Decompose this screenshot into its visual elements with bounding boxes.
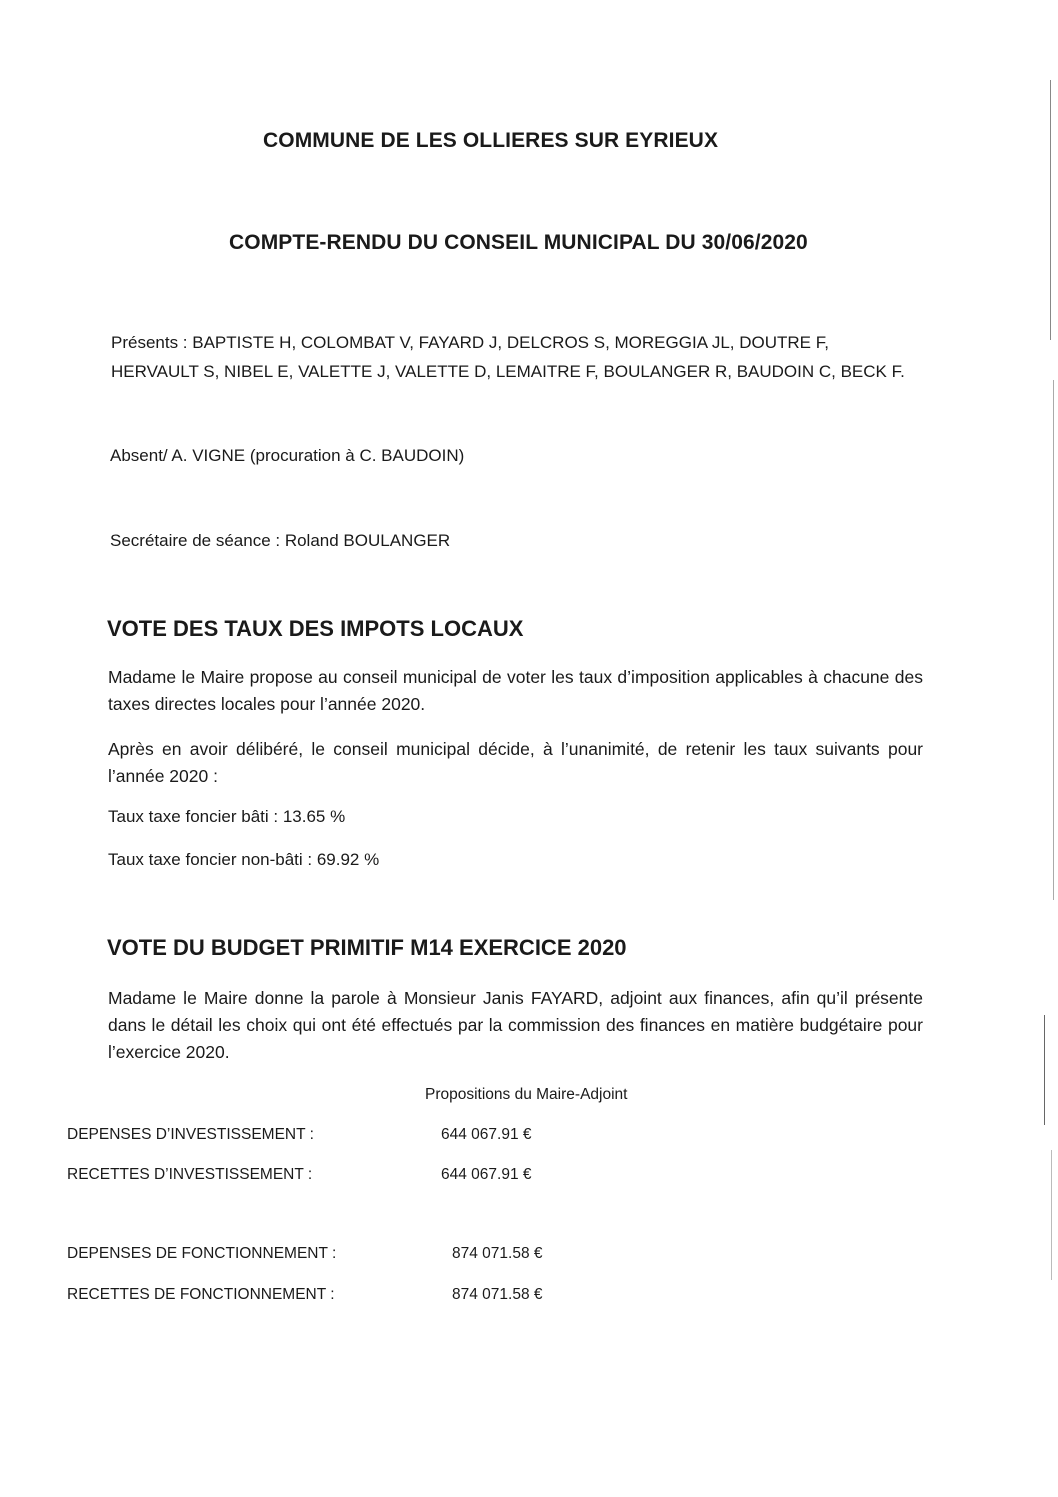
budget-row-value: 874 071.58 € [452, 1245, 543, 1262]
page-title: COMPTE-RENDU DU CONSEIL MUNICIPAL DU 30/06/2020 [229, 231, 808, 254]
scan-edge-mark [1044, 1015, 1045, 1125]
section-heading-budget: VOTE DU BUDGET PRIMITIF M14 EXERCICE 2020 [107, 935, 627, 960]
presents-line-2: HERVAULT S, NIBEL E, VALETTE J, VALETTE D, LEMAITRE F, BOULANGER R, BAUDOIN C, BECK F. [111, 362, 905, 381]
budget-row-value: 644 067.91 € [441, 1166, 532, 1183]
rate-foncier-bati: Taux taxe foncier bâti : 13.65 % [108, 807, 346, 826]
scan-edge-mark [1053, 380, 1054, 900]
budget-row-label: RECETTES DE FONCTIONNEMENT : [67, 1286, 335, 1303]
secretary-line: Secrétaire de séance : Roland BOULANGER [110, 531, 451, 550]
scan-edge-mark [1050, 80, 1051, 340]
section-heading-taux: VOTE DES TAUX DES IMPOTS LOCAUX [107, 616, 524, 641]
taux-paragraph-2: Après en avoir délibéré, le conseil municipal décide, à l’unanimité, de retenir les taux suivants pour l’année 2020 : [108, 739, 923, 786]
budget-row-value: 874 071.58 € [452, 1286, 543, 1303]
budget-column-header: Propositions du Maire-Adjoint [425, 1086, 628, 1103]
scan-edge-mark [1051, 1150, 1052, 1280]
commune-title: COMMUNE DE LES OLLIERES SUR EYRIEUX [263, 129, 719, 152]
budget-row-value: 644 067.91 € [441, 1126, 532, 1143]
budget-paragraph-1: Madame le Maire donne la parole à Monsieur Janis FAYARD, adjoint aux finances, afin qu’il présente dans le détail les choix qui ont été effectués par la commission des finances en matière budgétaire pour l’exercice 2020. [108, 988, 923, 1062]
taux-paragraph-1: Madame le Maire propose au conseil municipal de voter les taux d’imposition applicables à chacune des taxes directes locales pour l’année 2020. [108, 667, 923, 714]
rate-foncier-non-bati: Taux taxe foncier non-bâti : 69.92 % [108, 850, 380, 869]
budget-row-label: DEPENSES D’INVESTISSEMENT : [67, 1126, 314, 1143]
budget-row-label: DEPENSES DE FONCTIONNEMENT : [67, 1245, 337, 1262]
absent-line: Absent/ A. VIGNE (procuration à C. BAUDOIN) [110, 446, 465, 465]
presents-line-1: Présents : BAPTISTE H, COLOMBAT V, FAYARD J, DELCROS S, MOREGGIA JL, DOUTRE F, [111, 333, 829, 352]
budget-row-label: RECETTES D’INVESTISSEMENT : [67, 1166, 313, 1183]
